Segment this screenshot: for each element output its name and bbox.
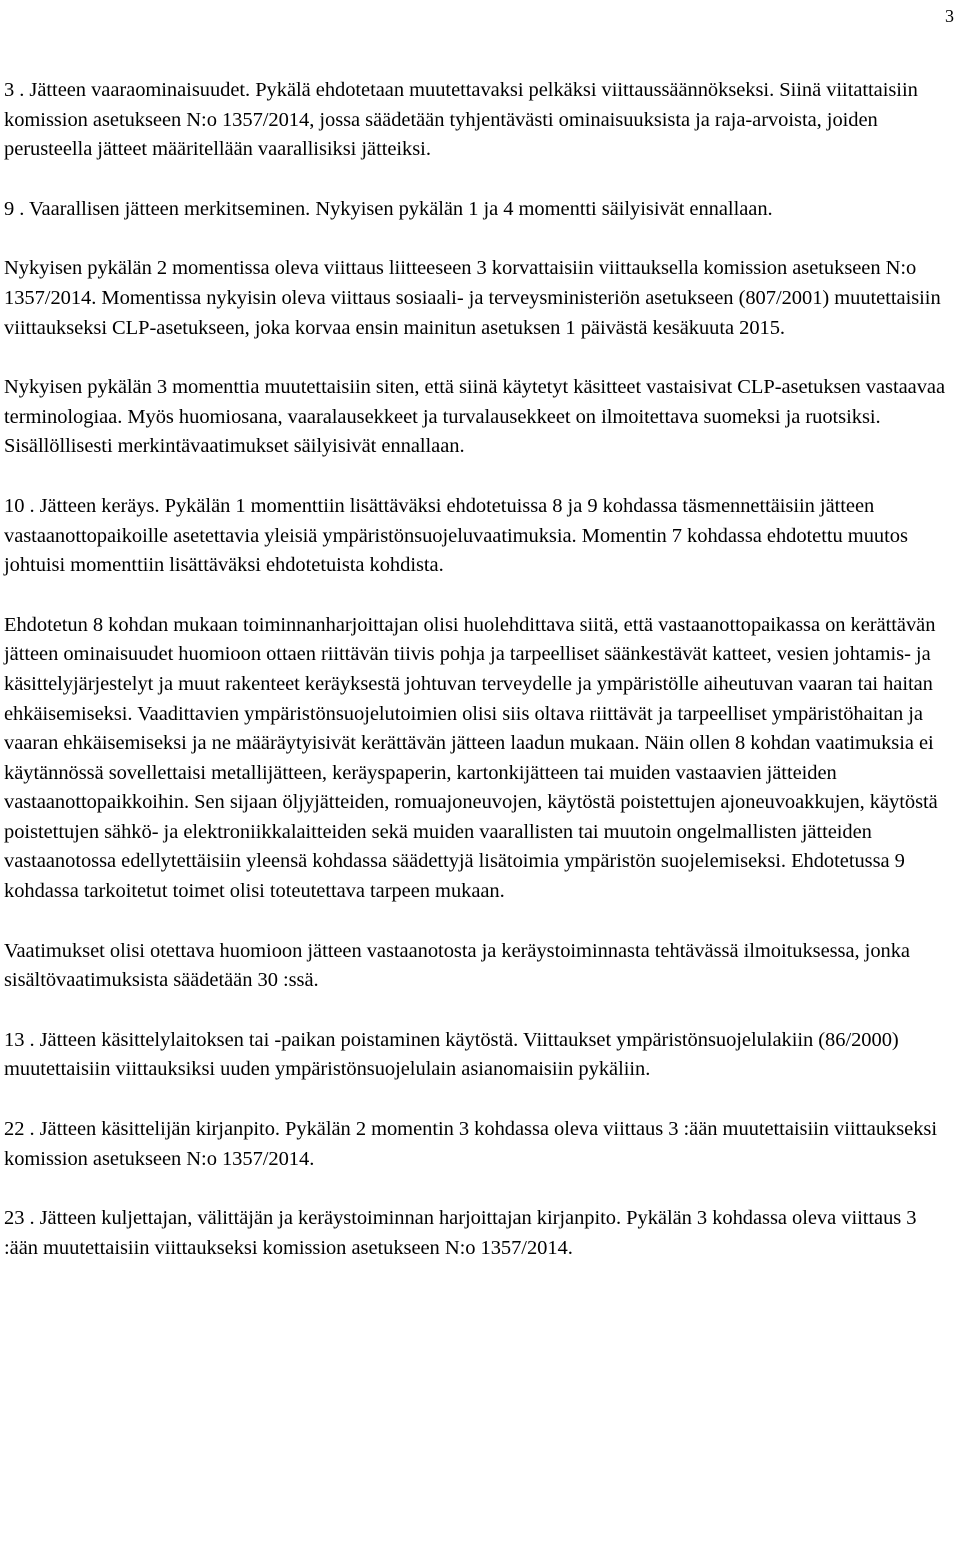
paragraph-section-22: 22 . Jätteen käsittelijän kirjanpito. Pykälän 2 momentin 3 kohdassa oleva viittaus 3 :ään muutettaisiin viittaukseksi komission asetukseen N:o 1357/2014. [4,1118,937,1170]
paragraph-section-10-notification: Vaatimukset olisi otettava huomioon jätteen vastaanotosta ja keräystoiminnasta tehtävässä ilmoituksessa, jonka sisältövaatimuksista säädetään 30 :ssä. [4,939,910,992]
paragraph-section-23: 23 . Jätteen kuljettajan, välittäjän ja keräystoiminnan harjoittajan kirjanpito. Pykälän 3 kohdassa oleva viittaus 3 :ään muutettaisiin viittaukseksi komission asetukseen N:o 1357/2014. [4,1207,917,1259]
paragraph-section-10: 10 . Jätteen keräys. Pykälän 1 momenttiin lisättäväksi ehdotetuissa 8 ja 9 kohdassa täsmennettäisiin jätteen vastaanottopaikoille asetettavia yleisiä ympäristönsuojeluvaatimuksia. Momentin 7 kohdassa ehdotettu muutos johtuisi momenttiin lisättäväksi ehdotetuista kohdista. [4,494,908,577]
page-number: 3 [945,6,954,26]
paragraph-section-10-point-8: Ehdotetun 8 kohdan mukaan toiminnanharjoittajan olisi huolehdittava siitä, että vastaanottopaikassa on kerättävän jätteen ominaisuudet huomioon ottaen riittävän tiivis pohja ja tarpeelliset säänkestävät katteet, vesien johtamis- ja käsittelyjärjestelyt ja muut rakenteet keräyksestä johtuvan terveydelle ja ympäristölle aiheutuvan vaaran tai haitan ehkäisemiseksi. Vaadittavien ympäristönsuojelutoimien olisi siis oltava riittävät ja tarpeelliset ympäristöhaitan ja vaaran ehkäisemiseksi ja ne määräytyisivät kerättävän jätteen laadun mukaan. Näin ollen 8 kohdan vaatimuksia ei käytännössä sovellettaisi metallijätteen, keräyspaperin, kartonkijätteen tai muiden vastaavien jätteiden vastaanottopaikkoihin. Sen sijaan öljyjätteiden, romuajoneuvojen, käytöstä poistettujen ajoneuvoakkujen, käytöstä poistettujen sähkö- ja elektroniikkalaitteiden sekä muiden vaarallisten tai muutoin ongelmallisten jätteiden vastaanotossa edellytettäisiin yleensä kohdassa säädettyjä lisätoimia ympäristön suojelemiseksi. Ehdotetussa 9 kohdassa tarkoitetut toimet olisi toteutettava tarpeen mukaan. [4,613,938,903]
document-body [4,76,954,1263]
paragraph-section-9-moment-3: Nykyisen pykälän 3 momenttia muutettaisiin siten, että siinä käytetyt käsitteet vastaisivat CLP-asetuksen vastaavaa terminologiaa. Myös huomiosana, vaaralausekkeet ja turvalausekkeet on ilmoitettava suomeksi ja ruotsiksi. Sisällöllisesti merkintävaatimukset säilyisivät ennallaan. [4,376,946,458]
paragraph-section-9-moment-2: Nykyisen pykälän 2 momentissa oleva viittaus liitteeseen 3 korvattaisiin viittauksella komission asetukseen N:o 1357/2014. Momentissa nykyisin oleva viittaus sosiaali- ja terveysministeriön asetukseen (807/2001) muutettaisiin viittaukseksi CLP-asetukseen, joka korvaa ensin mainitun asetuksen 1 päivästä kesäkuuta 2015. [4,257,941,339]
paragraph-section-9: 9 . Vaarallisen jätteen merkitseminen. Nykyisen pykälän 1 ja 4 momentti säilyisivät ennallaan. [4,197,773,220]
paragraph-section-3: 3 . Jätteen vaaraominaisuudet. Pykälä ehdotetaan muutettavaksi pelkäksi viittaussäännökseksi. Siinä viitattaisiin komission asetukseen N:o 1357/2014, jossa säädetään tyhjentävästi ominaisuuksista ja raja-arvoista, joiden perusteella jätteet määritellään vaarallisiksi jätteiksi. [4,79,918,161]
paragraph-section-13: 13 . Jätteen käsittelylaitoksen tai -paikan poistaminen käytöstä. Viittaukset ympäristönsuojelulakiin (86/2000) muutettaisiin viittauksiksi uuden ympäristönsuojelulain asianomaisiin pykäliin. [4,1028,899,1081]
